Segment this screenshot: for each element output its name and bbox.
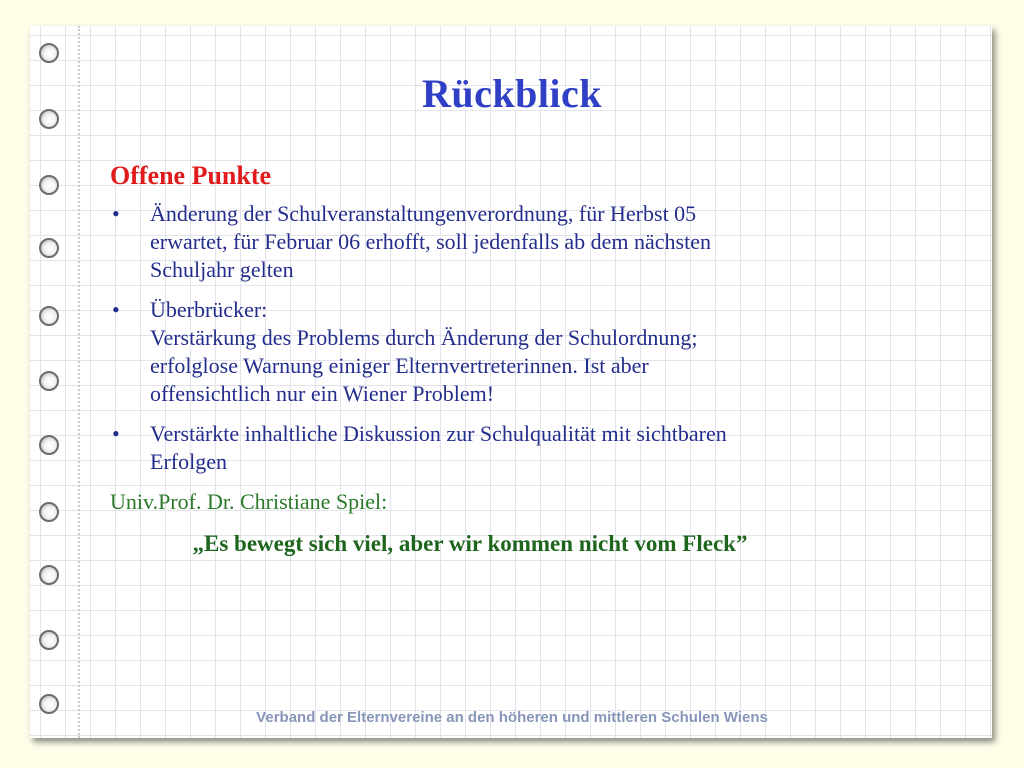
bullet-line: Schuljahr gelten [150, 257, 294, 282]
slide-title: Rückblick [421, 71, 603, 116]
binder-ring-icon [39, 502, 59, 522]
bullet-dot-icon: • [112, 421, 120, 446]
footer-organization: Verband der Elternvereine an den höheren und mittleren Schulen Wiens [256, 709, 768, 726]
bullet-line: Erfolgen [150, 449, 227, 474]
attribution: Univ.Prof. Dr. Christiane Spiel: [110, 489, 388, 514]
binder-ring-icon [39, 371, 59, 391]
binder-ring-icon [39, 175, 59, 195]
margin-line [78, 26, 80, 738]
bullet-line: erfolglose Warnung einiger Elternvertreterinnen. Ist aber [150, 353, 649, 378]
binder-ring-icon [39, 43, 59, 63]
bullet-dot-icon: • [112, 201, 120, 226]
bullet-line: Verstärkung des Problems durch Änderung der Schulordnung; [150, 325, 698, 350]
binder-ring-icon [39, 630, 59, 650]
bullet-line: Änderung der Schulveranstaltungenverordnung, für Herbst 05 [150, 201, 697, 226]
slide-content [110, 160, 910, 558]
bullet-item [110, 420, 910, 476]
bullet-line: Verstärkte inhaltliche Diskussion zur Schulqualität mit sichtbaren [150, 421, 727, 446]
section-heading: Offene Punkte [110, 161, 272, 190]
binder-ring-icon [39, 238, 59, 258]
bullet-list [110, 200, 910, 476]
bullet-line: erwartet, für Februar 06 erhofft, soll jedenfalls ab dem nächsten [150, 229, 711, 254]
binder-ring-icon [39, 306, 59, 326]
quote: „Es bewegt sich viel, aber wir kommen nicht vom Fleck” [192, 531, 748, 556]
bullet-item [110, 200, 910, 284]
bullet-item [110, 296, 910, 408]
binder-ring-icon [39, 565, 59, 585]
bullet-line: Überbrücker: [150, 297, 268, 322]
bullet-dot-icon: • [112, 297, 120, 322]
binder-ring-icon [39, 435, 59, 455]
bullet-line: offensichtlich nur ein Wiener Problem! [150, 381, 495, 406]
